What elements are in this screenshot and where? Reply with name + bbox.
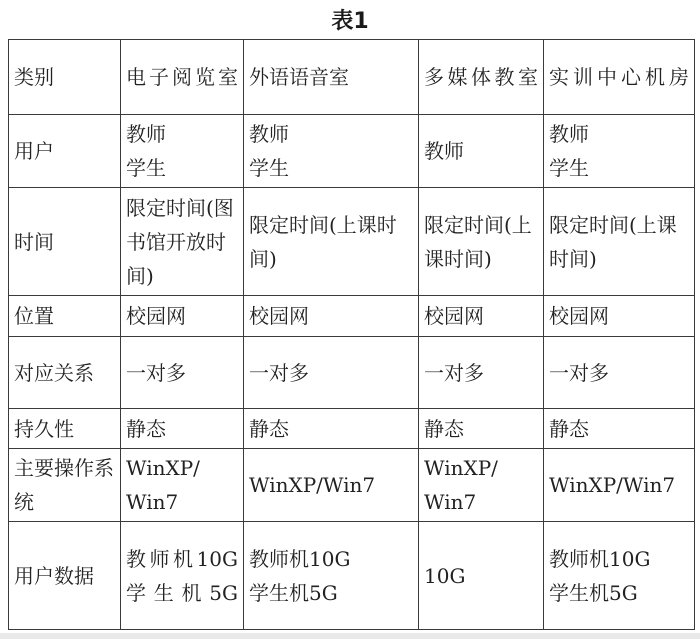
- comparison-table: [8, 39, 695, 630]
- table-cell: 教师机10G学生机5G: [121, 522, 244, 630]
- table-cell: 教师 学生: [244, 115, 419, 188]
- table-cell: 静态: [121, 409, 244, 449]
- table-cell: 一对多: [419, 337, 544, 409]
- table-cell: 一对多: [544, 337, 695, 409]
- table-cell: 一对多: [244, 337, 419, 409]
- table-cell: 校园网: [121, 296, 244, 337]
- row-label-user-data: 用户数据: [9, 522, 121, 630]
- table-cell: 一对多: [121, 337, 244, 409]
- table-row: [9, 409, 695, 449]
- table-cell: WinXP/ Win7: [419, 449, 544, 522]
- table-cell: 校园网: [419, 296, 544, 337]
- table-title: 表1: [331, 9, 369, 34]
- header-cell-category: 类别: [9, 40, 121, 115]
- header-cell-e-reading-room: 电子阅览室: [121, 40, 244, 115]
- table-cell: 限定时间(上课时间): [244, 188, 419, 296]
- row-label-persistence: 持久性: [9, 409, 121, 449]
- table-cell: WinXP/ Win7: [121, 449, 244, 522]
- table-cell: 静态: [419, 409, 544, 449]
- table-cell: 教师: [419, 115, 544, 188]
- table-row: [9, 296, 695, 337]
- table-row: [9, 522, 695, 630]
- header-cell-multimedia-classroom: 多媒体教室: [419, 40, 544, 115]
- table-cell: 10G: [419, 522, 544, 630]
- row-label-users: 用户: [9, 115, 121, 188]
- table-cell: 教师机10G 学生机5G: [244, 522, 419, 630]
- table-cell: 教师 学生: [544, 115, 695, 188]
- table-cell: 校园网: [244, 296, 419, 337]
- row-label-time: 时间: [9, 188, 121, 296]
- table-row: [9, 337, 695, 409]
- table-cell: 静态: [244, 409, 419, 449]
- row-label-location: 位置: [9, 296, 121, 337]
- table-header-row: [9, 40, 695, 115]
- table-cell: 限定时间(图书馆开放时间): [121, 188, 244, 296]
- table-cell: 教师机10G 学生机5G: [544, 522, 695, 630]
- table-cell: WinXP/Win7: [544, 449, 695, 522]
- table-cell: 校园网: [544, 296, 695, 337]
- table-row: [9, 115, 695, 188]
- row-label-os: 主要操作系统: [9, 449, 121, 522]
- table-row: [9, 188, 695, 296]
- table-cell: 静态: [544, 409, 695, 449]
- row-label-relation: 对应关系: [9, 337, 121, 409]
- table-cell: WinXP/Win7: [244, 449, 419, 522]
- header-cell-language-lab: 外语语音室: [244, 40, 419, 115]
- page-bottom-edge: [0, 633, 700, 639]
- table-cell: 限定时间(上课时间): [419, 188, 544, 296]
- header-cell-training-lab: 实训中心机房: [544, 40, 695, 115]
- table-cell: 限定时间(上课时间): [544, 188, 695, 296]
- table-row: [9, 449, 695, 522]
- table-cell: 教师 学生: [121, 115, 244, 188]
